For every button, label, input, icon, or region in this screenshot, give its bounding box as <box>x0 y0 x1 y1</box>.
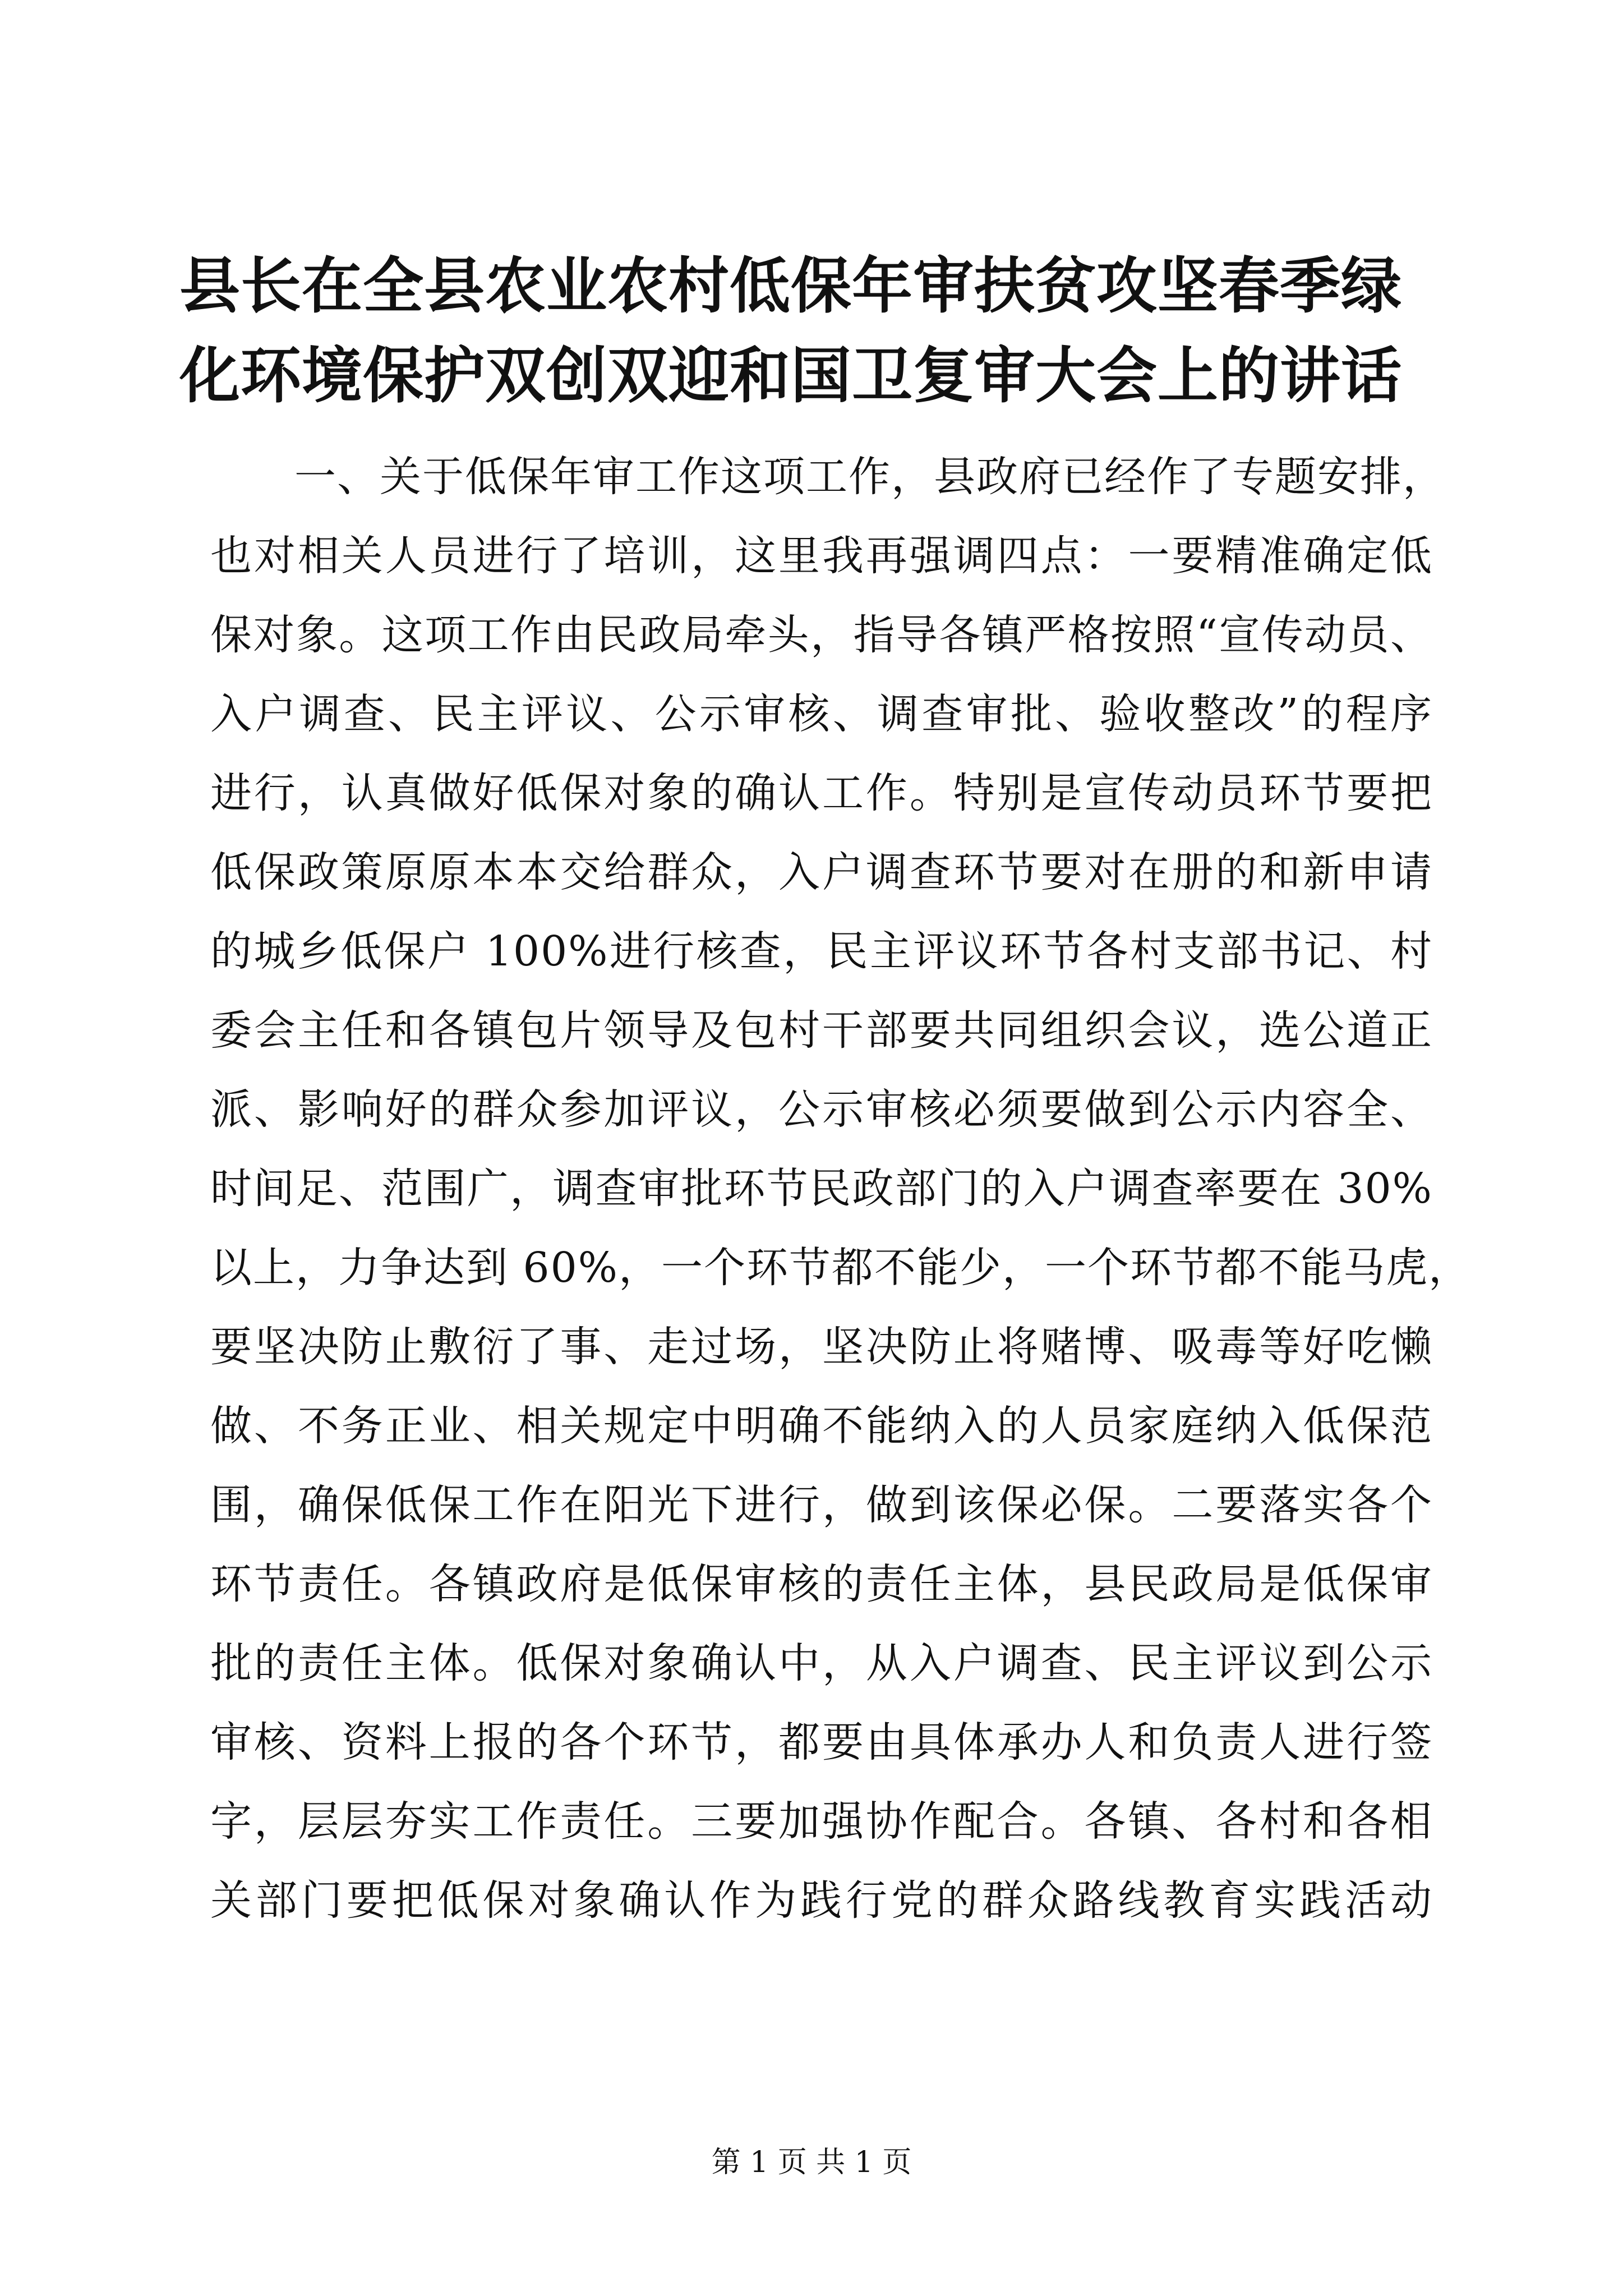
body-line: 入户调查、民主评议、公示审核、调查审批、验收整改”的程序 <box>210 690 1433 738</box>
body-line: 字，层层夯实工作责任。三要加强协作配合。各镇、各村和各相 <box>210 1797 1433 1846</box>
body-line: 审核、资料上报的各个环节，都要由具体承办人和负责人进行签 <box>210 1718 1433 1766</box>
body-line: 委会主任和各镇包片领导及包村干部要共同组织会议，选公道正 <box>210 1006 1433 1055</box>
document-title <box>179 241 1447 421</box>
body-line: 关部门要把低保对象确认作为践行党的群众路线教育实践活动 <box>210 1876 1433 1925</box>
body-line: 一、关于低保年审工作这项工作，县政府已经作了专题安排， <box>294 453 1445 501</box>
body-line: 环节责任。各镇政府是低保审核的责任主体，县民政局是低保审 <box>210 1560 1433 1608</box>
body-line: 时间足、范围广，调查审批环节民政部门的入户调查率要在 30% <box>210 1165 1433 1213</box>
document-body <box>210 438 1471 1940</box>
body-line: 以上，力争达到 60%，一个环节都不能少，一个环节都不能马虎， <box>210 1244 1471 1292</box>
title-line-2: 化环境保护双创双迎和国卫复审大会上的讲话 <box>179 341 1403 411</box>
page-footer: 第 1 页 共 1 页 <box>711 2146 912 2179</box>
body-line: 批的责任主体。低保对象确认中，从入户调查、民主评议到公示 <box>210 1639 1433 1687</box>
body-line: 要坚决防止敷衍了事、走过场，坚决防止将赌博、吸毒等好吃懒 <box>210 1323 1433 1371</box>
body-line: 的城乡低保户 100%进行核查，民主评议环节各村支部书记、村 <box>210 927 1433 976</box>
body-line: 派、影响好的群众参加评议，公示审核必须要做到公示内容全、 <box>210 1085 1433 1134</box>
body-line: 进行，认真做好低保对象的确认工作。特别是宣传动员环节要把 <box>210 769 1433 817</box>
body-line: 做、不务正业、相关规定中明确不能纳入的人员家庭纳入低保范 <box>210 1402 1433 1450</box>
body-line: 保对象。这项工作由民政局牵头，指导各镇严格按照“宣传动员、 <box>210 611 1433 659</box>
body-line: 围，确保低保工作在阳光下进行，做到该保必保。二要落实各个 <box>210 1481 1433 1529</box>
title-line-1: 县长在全县农业农村低保年审扶贫攻坚春季绿 <box>179 251 1403 321</box>
body-line: 低保政策原原本本交给群众，入户调查环节要对在册的和新申请 <box>210 848 1433 896</box>
body-line: 也对相关人员进行了培训，这里我再强调四点：一要精准确定低 <box>210 532 1433 580</box>
